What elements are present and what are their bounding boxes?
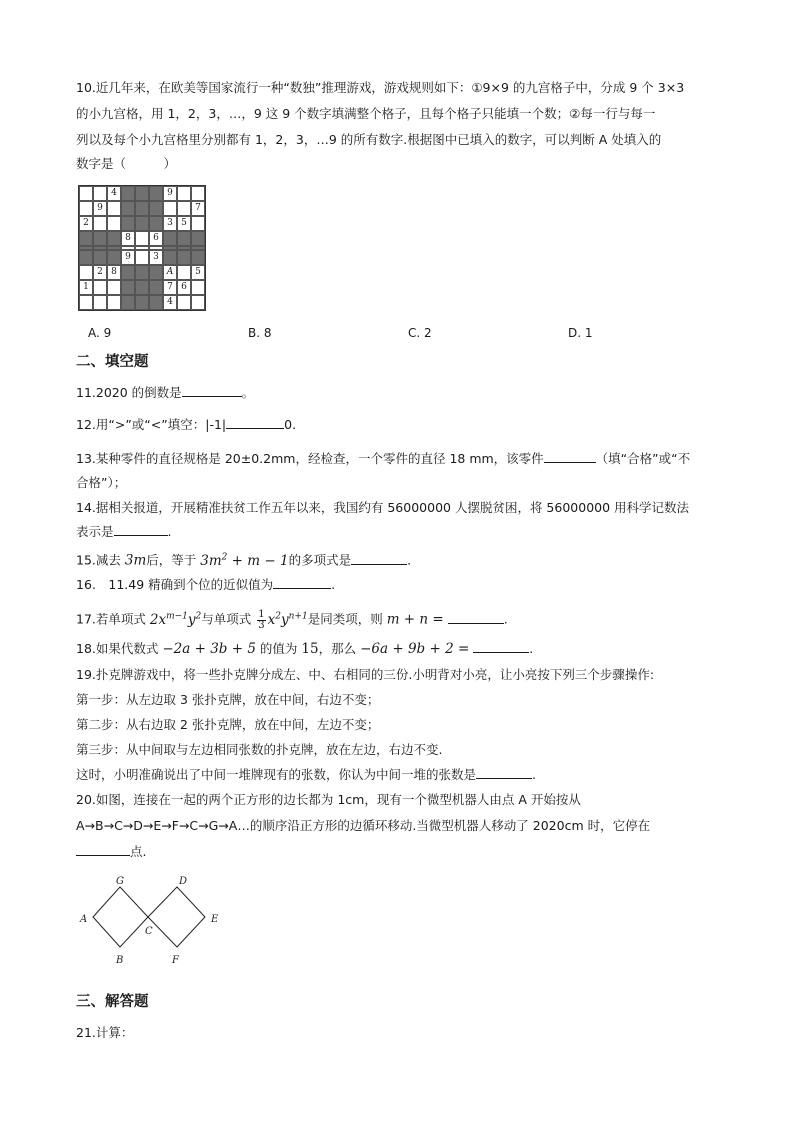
q13-answer-blank[interactable]: [544, 450, 596, 463]
q14-text: 表示是: [76, 524, 114, 539]
sudoku-cell: A: [163, 265, 177, 280]
sudoku-grid: [78, 185, 206, 311]
sudoku-cell: [79, 295, 93, 310]
sudoku-cell: [149, 216, 163, 231]
q12: [76, 416, 296, 434]
q19-tail: .: [532, 767, 536, 782]
q10-line-1: 10.近几年来，在欧美等国家流行一种“数独”推理游戏，游戏规则如下：①9×9 的九宫格子中，分成 9 个 3×3: [76, 80, 685, 95]
q20-tail: 点.: [130, 844, 147, 859]
label-e: E: [211, 914, 219, 925]
right-square: [148, 887, 205, 947]
sudoku-cell: [163, 201, 177, 216]
sudoku-cell: [93, 186, 107, 201]
sudoku-cell: [79, 250, 93, 265]
sudoku-cell: 4: [107, 186, 121, 201]
sudoku-cell: [79, 201, 93, 216]
sudoku-cell: [135, 295, 149, 310]
option-d[interactable]: D. 1: [568, 326, 593, 340]
q18-mid: 的值为: [259, 641, 298, 656]
sudoku-cell: [135, 201, 149, 216]
label-c: C: [145, 926, 153, 937]
q16: [76, 576, 335, 594]
q13-tail: （填“合格”或“不: [595, 451, 691, 466]
sudoku-cell: 7: [163, 280, 177, 295]
sudoku-cell: 9: [121, 250, 135, 265]
q16-text: 16. 11.49 精确到个位的近似值为: [76, 577, 274, 592]
sudoku-cell: [93, 216, 107, 231]
q13-text: 13.某种零件的直径规格是 20±0.2mm，经检查，一个零件的直径 18 mm，该零件: [76, 451, 544, 466]
sudoku-cell: [135, 250, 149, 265]
label-g: G: [116, 876, 124, 887]
sudoku-cell: [93, 250, 107, 265]
q18-answer-blank[interactable]: [473, 640, 529, 653]
q11-answer-blank[interactable]: [182, 384, 242, 397]
option-b[interactable]: B. 8: [248, 326, 272, 340]
sudoku-cell: [191, 295, 205, 310]
label-f: F: [172, 955, 179, 966]
sudoku-cell: [135, 231, 149, 246]
q15-term: 3m: [124, 552, 147, 569]
sudoku-cell: [191, 186, 205, 201]
q17: [76, 607, 508, 631]
q10-line-2: 的小九宫格，用 1，2，3，…，9 这 9 个数字填满整个格子，且每个格子只能填一个数；②每一行与每一: [76, 106, 656, 121]
sudoku-cell: 4: [163, 295, 177, 310]
sudoku-cell: 3: [163, 216, 177, 231]
sudoku-cell: [79, 231, 93, 246]
sudoku-cell: [149, 280, 163, 295]
sudoku-cell: [121, 216, 135, 231]
sudoku-cell: 5: [177, 216, 191, 231]
q17-monomial-1: $2x^{m-1}y^2$: [149, 611, 202, 628]
q18: [76, 640, 533, 658]
q19-line-5: [76, 766, 536, 784]
option-a[interactable]: A. 9: [88, 326, 112, 340]
q19-text: 这时，小明准确说出了中间一堆牌现有的张数，你认为中间一堆的张数是: [76, 767, 477, 782]
q17-expression: m + n =: [386, 611, 444, 628]
q10-line-4: 数字是（ ）: [76, 156, 177, 171]
q11: [76, 384, 254, 402]
sudoku-cell: 7: [191, 201, 205, 216]
sudoku-cell: [107, 201, 121, 216]
q19-line-2: 第一步：从左边取 3 张扑克牌，放在中间，右边不变；: [76, 692, 380, 707]
sudoku-cell: [121, 201, 135, 216]
q14-line-1: 14.据相关报道，开展精准扶贫工作五年以来，我国约有 56000000 人摆脱贫困，将 56000000 用科学记数法: [76, 500, 690, 515]
sudoku-cell: [177, 186, 191, 201]
sudoku-cell: 8: [107, 265, 121, 280]
sudoku-cell: [121, 265, 135, 280]
q18-expression-2: −6a + 9b + 2 =: [360, 641, 470, 657]
q17-mid: 与单项式: [201, 611, 252, 627]
q19-answer-blank[interactable]: [476, 766, 532, 779]
q17-post: 是同类项，则: [307, 611, 383, 627]
q17-monomial-2: $x^2y^{n+1}$: [267, 611, 308, 628]
q15: [76, 548, 411, 570]
q18-post: ，那么: [318, 641, 357, 656]
q14-tail: .: [167, 524, 172, 539]
sudoku-cell: 6: [177, 280, 191, 295]
q16-tail: .: [331, 577, 336, 592]
sudoku-cell: [135, 186, 149, 201]
left-square: [93, 887, 148, 947]
sudoku-cell: [191, 250, 205, 265]
q17-pre: 17.若单项式: [76, 611, 146, 627]
sudoku-cell: [191, 216, 205, 231]
sudoku-cell: [107, 216, 121, 231]
q15-tail: .: [407, 552, 412, 568]
q18-pre: 18.如果代数式: [76, 641, 159, 656]
q11-text: 11.2020 的倒数是: [76, 385, 182, 400]
sudoku-cell: [149, 295, 163, 310]
sudoku-cell: 3: [149, 250, 163, 265]
q17-answer-blank[interactable]: [448, 611, 504, 624]
q17-fraction: $\frac{1}{3}$: [258, 608, 265, 631]
sudoku-cell: [177, 295, 191, 310]
q13-line-2: 合格”）；: [76, 475, 127, 490]
sudoku-cell: 9: [163, 186, 177, 201]
two-squares-diagram: [76, 872, 236, 967]
sudoku-cell: 2: [93, 265, 107, 280]
q12-tail: 0.: [284, 417, 297, 432]
q12-answer-blank[interactable]: [226, 416, 284, 429]
q17-tail: .: [503, 611, 508, 627]
sudoku-cell: [135, 216, 149, 231]
sudoku-cell: [135, 265, 149, 280]
q18-expression-1: −2a + 3b + 5: [162, 641, 256, 657]
q12-text: 12.用“>”或“<”填空：|-1|: [76, 417, 227, 432]
option-c[interactable]: C. 2: [408, 326, 432, 340]
sudoku-cell: [177, 265, 191, 280]
q14-answer-blank[interactable]: [114, 523, 168, 536]
sudoku-cell: [149, 186, 163, 201]
sudoku-cell: [93, 231, 107, 246]
sudoku-cell: 1: [79, 280, 93, 295]
sudoku-cell: [163, 250, 177, 265]
q18-value: 15: [301, 641, 319, 657]
sudoku-cell: [191, 280, 205, 295]
q20-answer-blank[interactable]: [76, 843, 130, 856]
sudoku-cell: [121, 186, 135, 201]
q15-answer-blank[interactable]: [351, 552, 407, 565]
sudoku-cell: [107, 280, 121, 295]
sudoku-cell: [79, 186, 93, 201]
sudoku-cell: 6: [149, 231, 163, 246]
sudoku-cell: [107, 250, 121, 265]
q20-line-3: [76, 843, 146, 861]
sudoku-cell: 5: [191, 265, 205, 280]
sudoku-cell: [191, 231, 205, 246]
q19-line-4: 第三步：从中间取与左边相同张数的扑克牌，放在左边，右边不变.: [76, 742, 443, 757]
label-d: D: [179, 876, 188, 887]
q15-post: 的多项式是: [288, 552, 352, 568]
q10-line-3: 列以及每个小九宫格里分别都有 1，2，3，…9 的所有数字.根据图中已填入的数字，可以判断 A 处填入的: [76, 132, 662, 147]
q18-tail: .: [529, 641, 534, 656]
sudoku-cell: [177, 250, 191, 265]
q13-line-1: [76, 450, 690, 468]
sudoku-cell: 9: [93, 201, 107, 216]
sudoku-cell: [121, 280, 135, 295]
q15-mid: 后，等于: [146, 552, 197, 568]
q16-answer-blank[interactable]: [273, 576, 331, 589]
q14-line-2: [76, 523, 172, 541]
sudoku-cell: 8: [121, 231, 135, 246]
q15-pre: 15.减去: [76, 552, 121, 568]
sudoku-cell: [121, 295, 135, 310]
sudoku-cell: [177, 231, 191, 246]
q19-line-1: 19.扑克牌游戏中，将一些扑克牌分成左、中、右相同的三份.小明背对小亮，让小亮按下列三个步骤操作:: [76, 667, 655, 682]
section-heading-fill-in: 二、填空题: [76, 354, 149, 370]
sudoku-cell: [93, 280, 107, 295]
sudoku-cell: [135, 280, 149, 295]
label-a: A: [80, 914, 88, 925]
sudoku-cell: [177, 201, 191, 216]
sudoku-cell: [149, 265, 163, 280]
q19-line-3: 第二步：从右边取 2 张扑克牌，放在中间，左边不变；: [76, 717, 380, 732]
label-b: B: [116, 955, 124, 966]
sudoku-cell: [163, 231, 177, 246]
q20-line-2: A→B→C→D→E→F→C→G→A…的顺序沿正方形的边循环移动.当微型机器人移动了 2020cm 时，它停在: [76, 818, 651, 833]
sudoku-cell: [93, 295, 107, 310]
sudoku-cell: [107, 295, 121, 310]
sudoku-cell: 2: [79, 216, 93, 231]
sudoku-cell: [107, 231, 121, 246]
q11-tail: 。: [241, 385, 255, 400]
section-heading-answer: 三、解答题: [76, 994, 149, 1010]
q20-line-1: 20.如图，连接在一起的两个正方形的边长都为 1cm，现有一个微型机器人由点 A 开始按从: [76, 792, 581, 807]
q21: 21.计算：: [76, 1025, 134, 1040]
q15-expression: $3m^2 + m - 1$: [200, 552, 289, 569]
sudoku-cell: [79, 265, 93, 280]
sudoku-cell: [149, 201, 163, 216]
